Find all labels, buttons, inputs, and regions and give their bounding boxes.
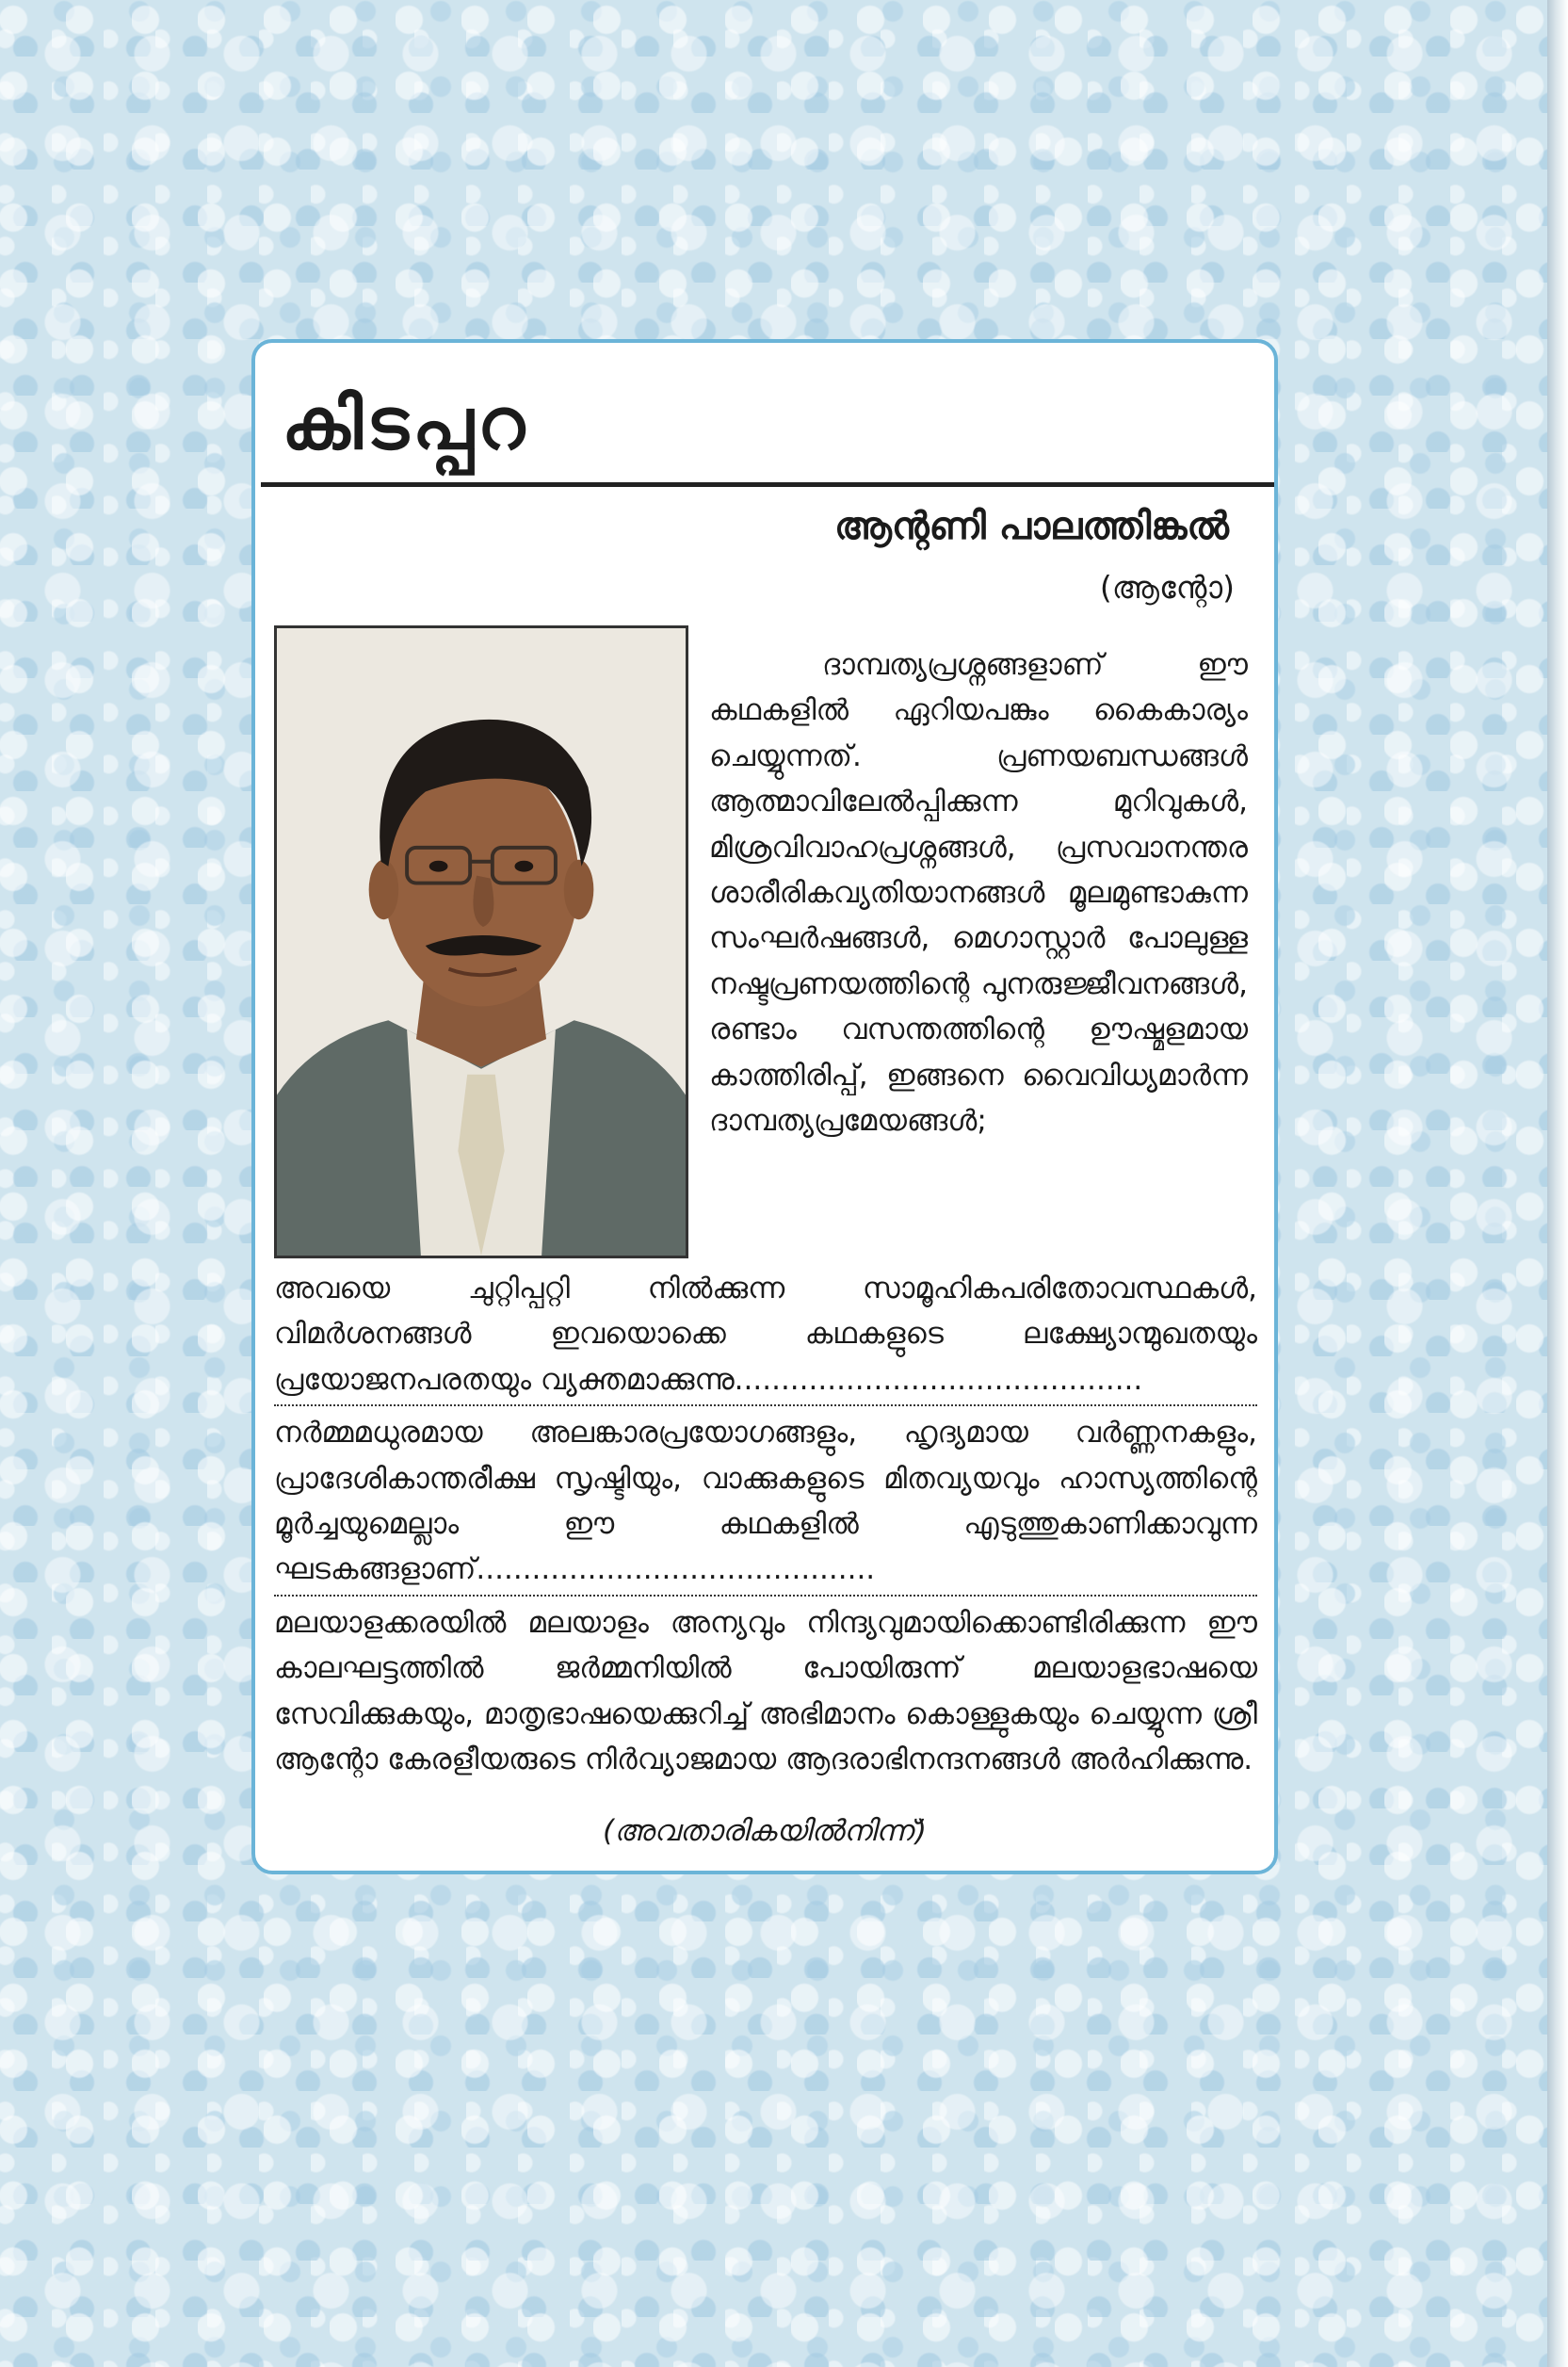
blurb-panel: [251, 339, 1278, 1874]
blurb-paragraph-1-continued: അവയെ ചുറ്റിപ്പറ്റി നിൽക്കുന്ന സാമൂഹികപരിതോവസ്ഥകൾ, വിമർശനങ്ങൾ ഇവയൊക്കെ കഥകളുടെ ലക്ഷ്യോന്മുഖതയും പ്രയോജനപരതയും വ്യക്തമാക്കുന്നു............................................: [274, 1272, 1257, 1397]
book-spine-edge: [1547, 0, 1568, 2367]
title-divider: [261, 482, 1274, 487]
author-pseudonym: (ആന്റോ): [1099, 569, 1235, 606]
blurb-text-beside-photo: [709, 642, 1248, 1143]
blurb-paragraph-3: മലയാളക്കരയിൽ മലയാളം അന്യവും നിന്ദ്യവുമായിക്കൊണ്ടിരിക്കുന്ന ഈ കാലഘട്ടത്തിൽ ജർമ്മനിയിൽ പോയിരുന്ന് മലയാളഭാഷയെ സേവിക്കുകയും, മാതൃഭാഷയെക്കുറിച്ച് അഭിമാനം കൊള്ളുകയും ചെയ്യുന്ന ശ്രീ ആന്റോ കേരളീയരുടെ നിർവ്യാജമായ ആദരാഭിനന്ദനങ്ങൾ അർഹിക്കുന്നു.: [274, 1595, 1257, 1783]
author-portrait-illustration: [277, 628, 686, 1256]
author-name: ആന്റണി പാലത്തിങ്കൽ: [834, 505, 1229, 548]
blurb-paragraph-2: നർമ്മമധുരമായ അലങ്കാരപ്രയോഗങ്ങളും, ഹൃദ്യമായ വർണ്ണനകളും, പ്രാദേശികാന്തരീക്ഷ സൃഷ്ടിയും, വാക്കുകളുടെ മിതവ്യയവും ഹാസ്യത്തിന്റെ മൂർച്ചയുമെല്ലാം ഈ കഥകളിൽ എടുത്തുകാണിക്കാവുന്ന ഘടകങ്ങളാണ്...........................................: [274, 1404, 1257, 1593]
blurb-source: (അവതാരികയിൽനിന്ന്): [603, 1814, 927, 1848]
author-photo: [274, 625, 688, 1258]
book-title: കിടപ്പറ: [282, 381, 529, 465]
blurb-paragraph-1: ദാമ്പത്യപ്രശ്നങ്ങളാണ് ഈ കഥകളിൽ ഏറിയപങ്കും കൈകാര്യം ചെയ്യുന്നത്. പ്രണയബന്ധങ്ങൾ ആത്മാവിലേൽപ്പിക്കുന്ന മുറിവുകൾ, മിശ്രവിവാഹപ്രശ്നങ്ങൾ, പ്രസവാനന്തര ശാരീരികവ്യതിയാനങ്ങൾ മൂലമുണ്ടാകുന്ന സംഘർഷങ്ങൾ, മെഗാസ്റ്റാർ പോലുള്ള നഷ്ടപ്രണയത്തിന്റെ പുനരുജ്ജീവനങ്ങൾ, രണ്ടാം വസന്തത്തിന്റെ ഊഷ്മളമായ കാത്തിരിപ്പ്, ഇങ്ങനെ വൈവിധ്യമാർന്ന ദാമ്പത്യപ്രമേയങ്ങൾ;: [709, 648, 1248, 1139]
blurb-text-full-width: [274, 1266, 1257, 1782]
